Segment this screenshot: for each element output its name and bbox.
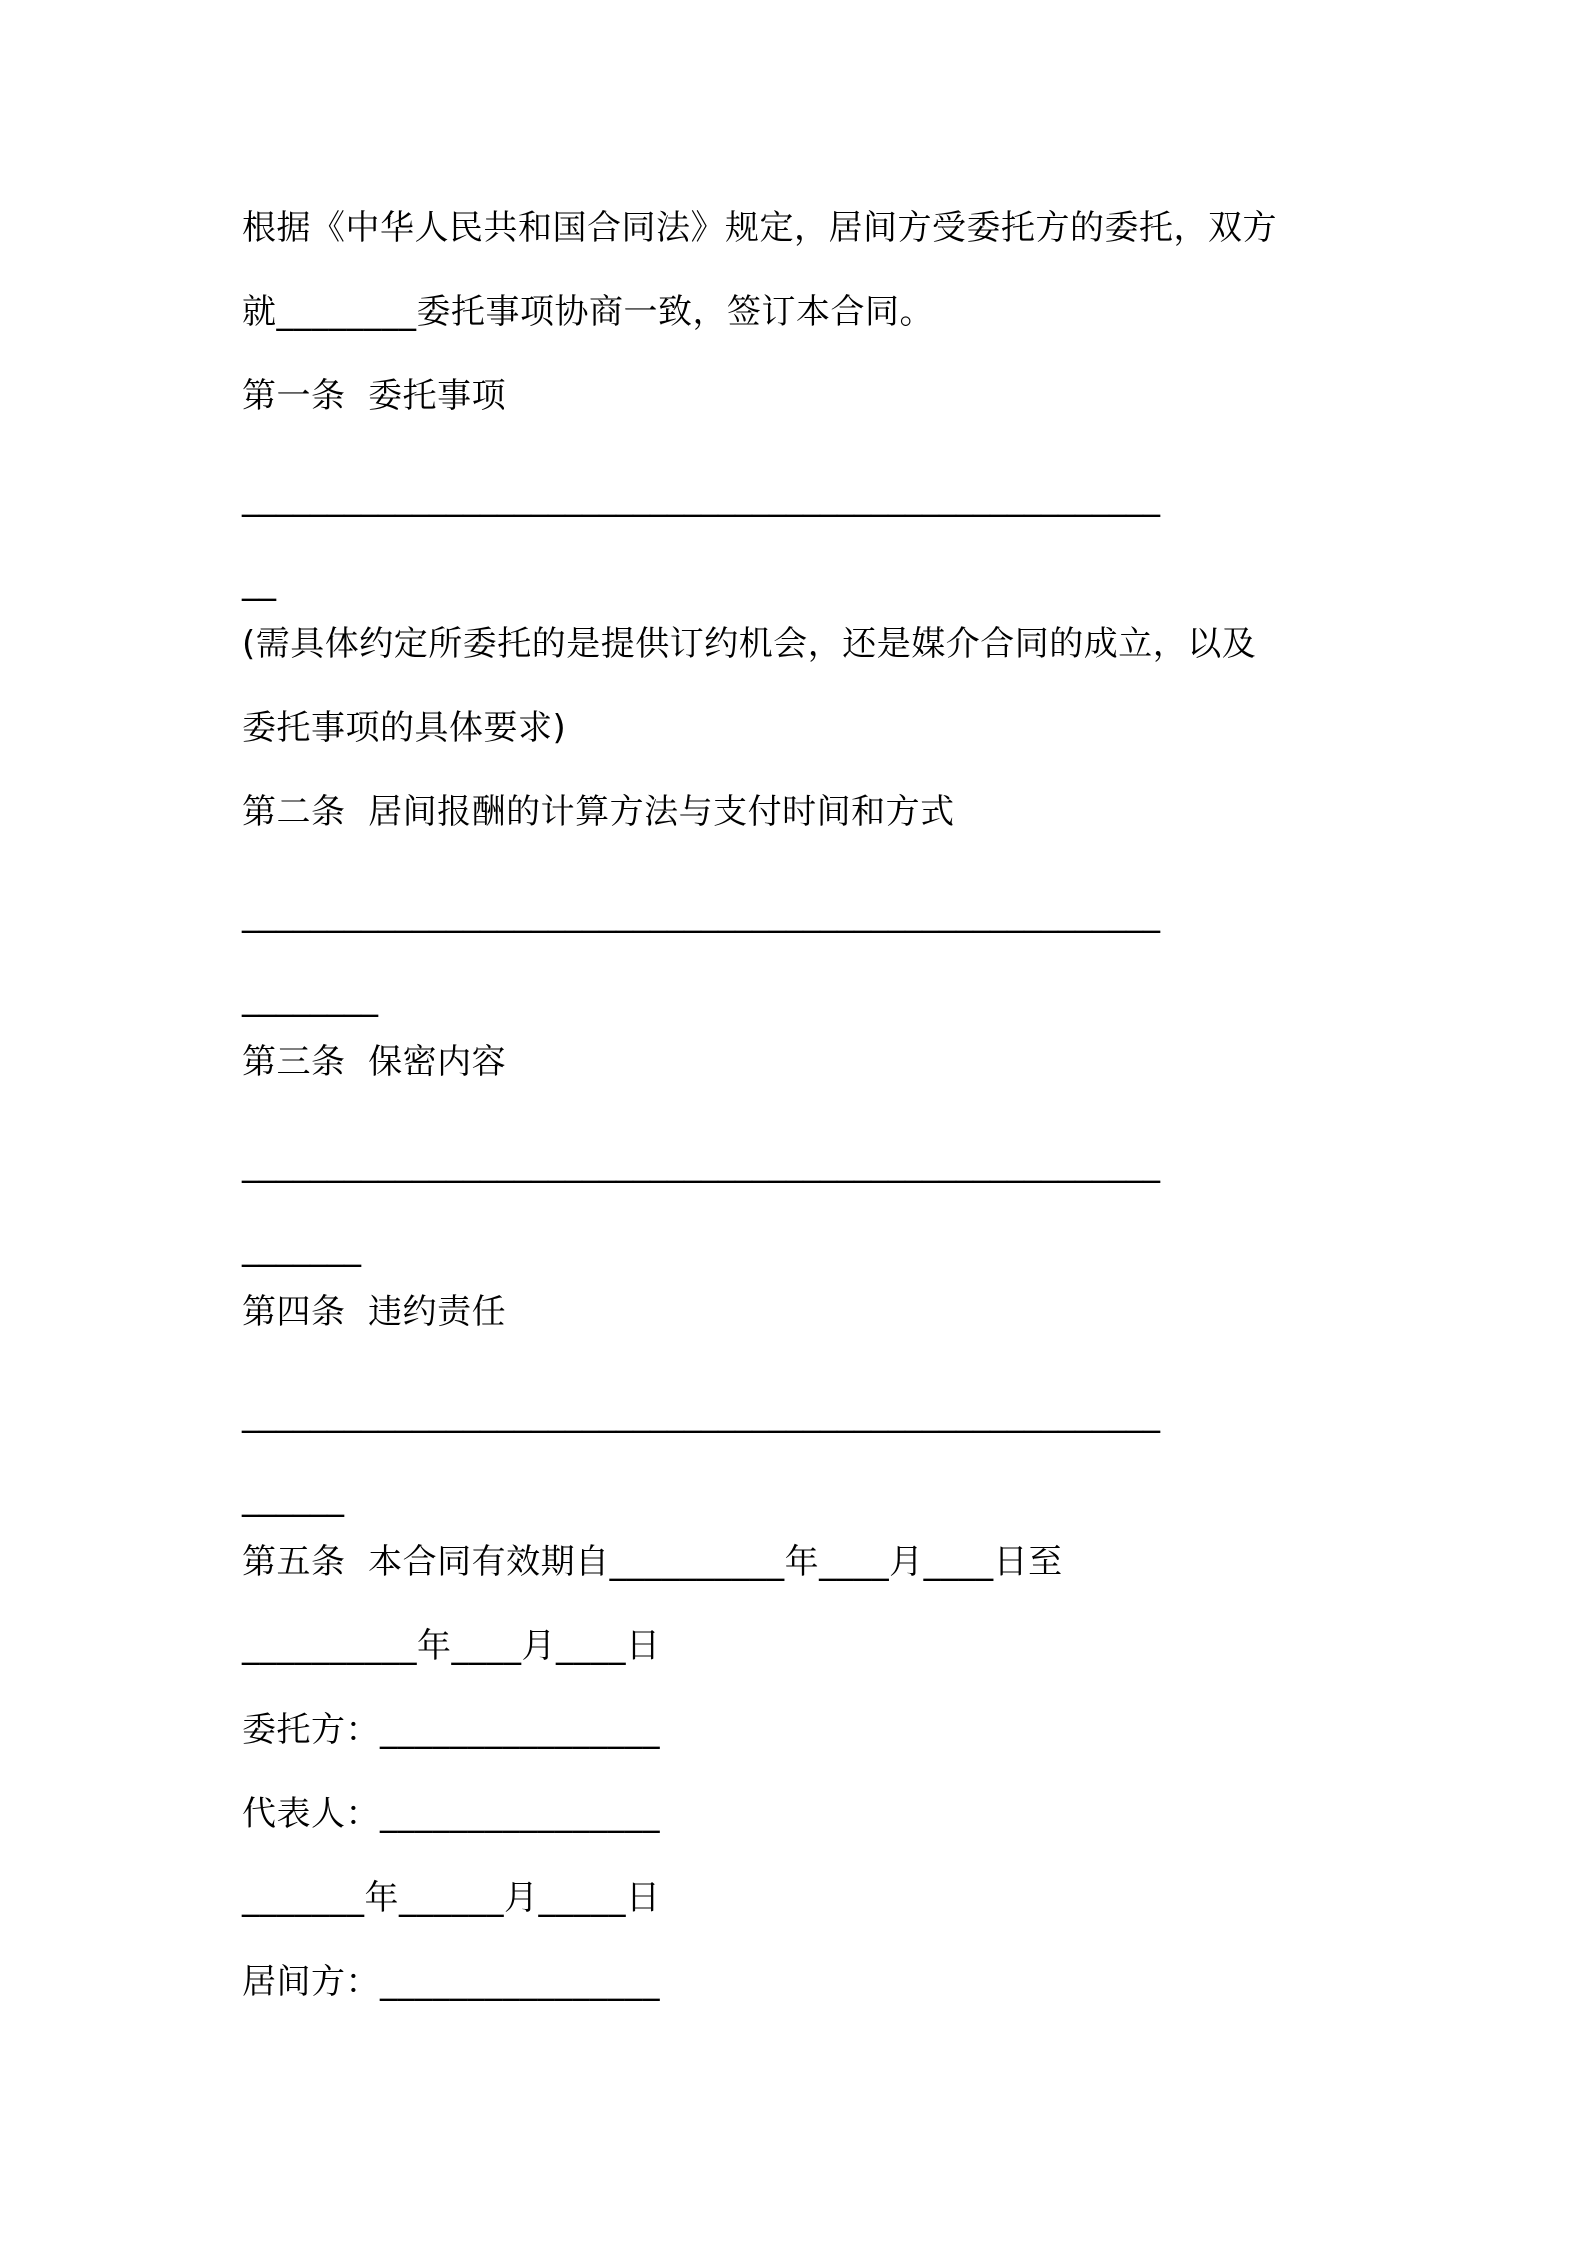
article-1-heading: 第一条 委托事项	[242, 376, 507, 416]
intro-line-1: 根据《中华人民共和国合同法》规定，居间方受委托方的委托，双方	[242, 208, 1277, 248]
article-4-blank-line-1: ______________________________________________________	[242, 1394, 1160, 1434]
article-3-blank-line-2: _______	[242, 1228, 361, 1268]
article-2-heading: 第二条 居间报酬的计算方法与支付时间和方式	[242, 792, 955, 832]
article-5-line-2: __________年____月____日	[242, 1626, 661, 1666]
article-4-heading: 第四条 违约责任	[242, 1292, 507, 1332]
article-3-blank-line-1: ______________________________________________________	[242, 1144, 1160, 1184]
intro-line-2: 就________委托事项协商一致，签订本合同。	[242, 292, 934, 332]
article-5-line-1: 第五条 本合同有效期自__________年____月____日至	[242, 1542, 1063, 1582]
signature-intermediary: 居间方：________________	[242, 1962, 660, 2002]
article-1-note-line-2: 委托事项的具体要求)	[242, 708, 567, 748]
article-3-heading: 第三条 保密内容	[242, 1042, 507, 1082]
article-4-blank-line-2: ______	[242, 1478, 344, 1518]
article-1-note-line-1: (需具体约定所委托的是提供订约机会，还是媒介合同的成立，以及	[242, 624, 1257, 664]
article-2-blank-line-1: ______________________________________________________	[242, 894, 1160, 934]
signature-representative: 代表人：________________	[242, 1794, 660, 1834]
article-2-blank-line-2: ________	[242, 978, 378, 1018]
article-1-blank-line-1: ______________________________________________________	[242, 478, 1160, 518]
signature-date: _______年______月_____日	[242, 1878, 661, 1918]
article-1-blank-line-2: __	[242, 562, 276, 602]
signature-principal: 委托方：________________	[242, 1710, 660, 1750]
